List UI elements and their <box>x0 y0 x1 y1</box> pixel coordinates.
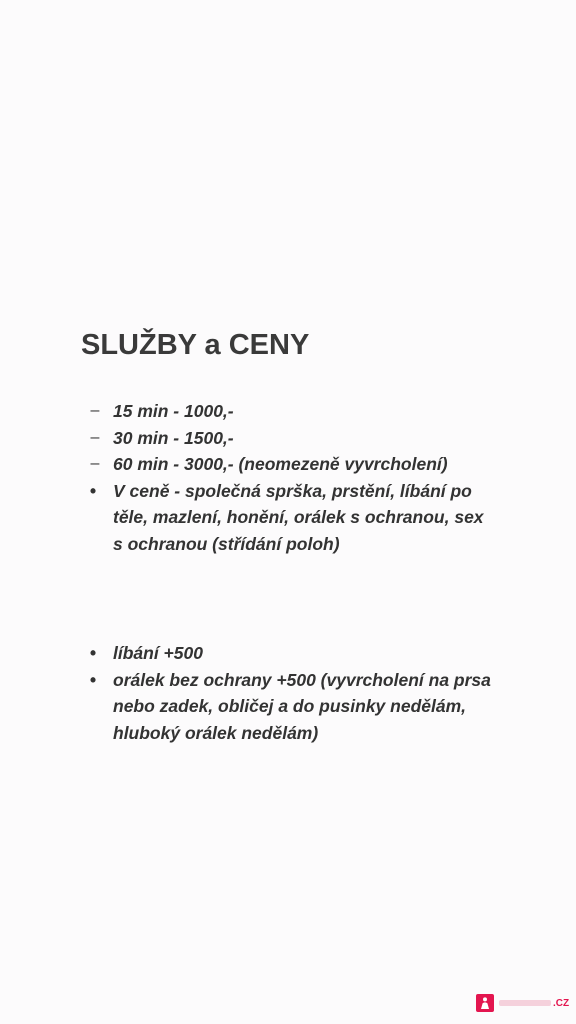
list-item <box>82 478 492 558</box>
brand-logo-icon <box>476 994 494 1012</box>
watermark-logo <box>476 994 569 1012</box>
list-item-text: líbání +500 <box>113 643 203 663</box>
list-item <box>82 667 492 747</box>
watermark-tld: .CZ <box>553 997 570 1009</box>
list-item <box>82 425 492 452</box>
dash-marker: – <box>90 455 100 472</box>
watermark-faint-text <box>499 1000 551 1006</box>
list-item-text: 15 min - 1000,- <box>113 401 234 421</box>
bullet-marker: • <box>89 480 97 501</box>
dash-marker: – <box>90 402 100 419</box>
list-item-text: 30 min - 1500,- <box>113 427 234 448</box>
list-item <box>82 640 492 667</box>
list-item-text: V ceně - společná sprška, prstění, líbání po těle, mazlení, honění, orálek s ochranou, sex s ochranou (střídání poloh) <box>113 480 484 554</box>
bullet-marker: • <box>89 643 97 663</box>
page-title: SLUŽBY a CENY <box>81 329 310 361</box>
dash-marker: – <box>90 428 100 446</box>
bullet-marker: • <box>89 669 97 690</box>
price-list <box>82 398 492 557</box>
list-item-text: orálek bez ochrany +500 (vyvrcholení na prsa nebo zadek, obličej a do pusinky nedělám, hluboký orálek nedělám) <box>113 669 491 743</box>
list-item <box>82 398 492 425</box>
list-item <box>82 451 492 478</box>
list-item-text: 60 min - 3000,- (neomezeně vyvrcholení) <box>113 454 448 474</box>
extras-list <box>82 640 492 746</box>
